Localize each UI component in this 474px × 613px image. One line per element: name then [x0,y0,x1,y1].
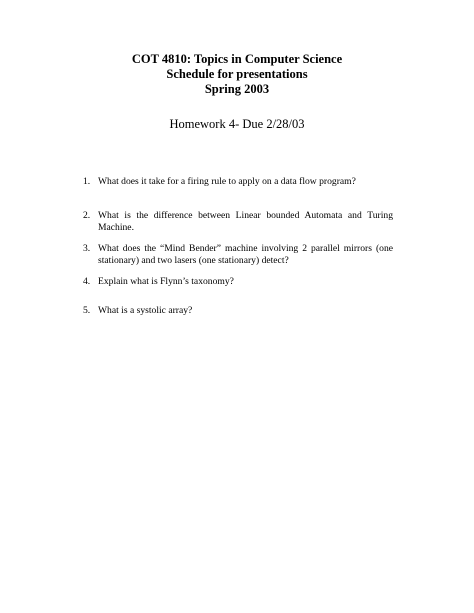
question-text: What does the “Mind Bender” machine involving 2 parallel mirrors (one stationary) and two lasers (one stationary) detect? [98,243,393,266]
question-number: 2. [83,210,91,221]
question-text: What is the difference between Linear bounded Automata and Turing Machine. [98,210,393,233]
question-number: 1. [83,176,91,187]
course-title: COT 4810: Topics in Computer Science [131,52,343,66]
term-title: Spring 2003 [204,82,270,96]
assignment-title: Homework 4- Due 2/28/03 [169,117,305,131]
question-text: What is a systolic array? [98,305,193,316]
question-text: Explain what is Flynn’s taxonomy? [98,276,234,287]
question-number: 4. [83,276,91,287]
schedule-title: Schedule for presentations [166,67,308,81]
question-number: 3. [83,243,91,254]
document-header [0,52,474,97]
question-number: 5. [83,305,91,316]
question-text: What does it take for a firing rule to apply on a data flow program? [98,176,356,187]
